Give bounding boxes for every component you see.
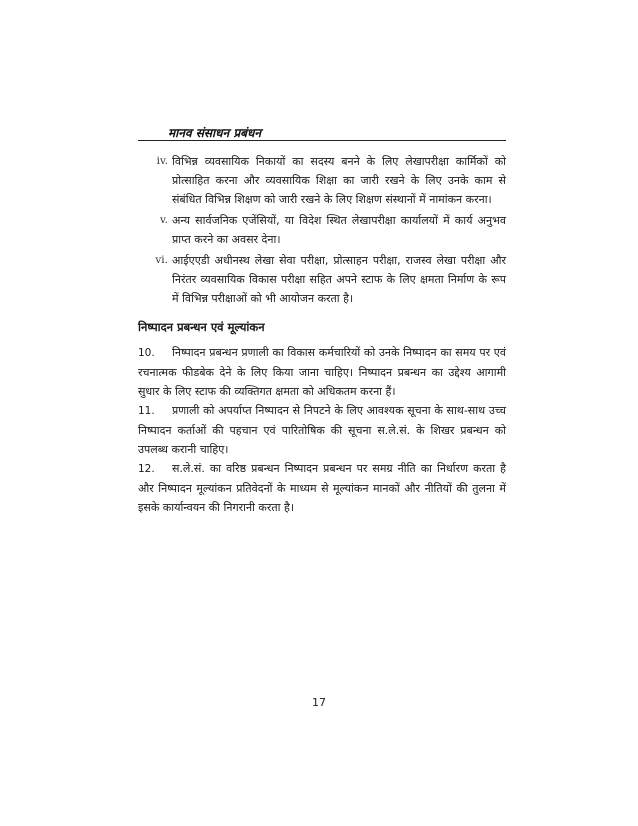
paragraph-text: प्रणाली को अपर्याप्त निष्पादन से निपटने के लिए आवश्यक सूचना के साथ-साथ उच्च निष्पादन कर्ताओं की पहचान एवं पारितोषिक की सूचना स.ले.सं. के शिखर प्रबन्धन को उपलब्ध करानी चाहिए। [138,404,506,456]
list-marker: v. [159,214,168,226]
page-number: 17 [312,696,326,709]
paragraph-text: स.ले.सं. का वरिष्ठ प्रबन्धन निष्पादन प्रबन्धन पर समग्र नीति का निर्धारण करता है और निष्पादन मूल्यांकन प्रतिवेदनों के माध्यम से मूल्यांकन मानकों और नीतियों की तुलना में इसके कार्यान्वयन की निगरानी करता है। [138,462,506,514]
list-item-text: विभिन्न व्यवसायिक निकायों का सदस्य बनने के लिए लेखापरीक्षा कार्मिकों को प्रोत्साहित करना और व्यवसायिक शिक्षा का जारी रखने के लिए उनके काम से संबंधित विभिन्न शिक्षण को जारी रखने के लिए शिक्षण संस्थानों में नामांकन करना। [172,155,506,206]
list-item-v [138,211,506,249]
list-item-vi [138,251,506,308]
paragraph-10 [138,343,506,401]
paragraph-number: 10. [138,347,155,359]
running-header-title: मानव संसाधन प्रबंधन [168,126,262,140]
paragraph-12 [138,459,506,517]
paragraph-text: निष्पादन प्रबन्धन प्रणाली का विकास कर्मचारियों को उनके निष्पादन का समय पर एवं रचनात्मक फीडबेक देने के लिए किया जाना चाहिए। निष्पादन प्रबन्धन का उद्देश्य आगामी सुधार के लिए स्टाफ की व्यक्तिगत क्षमता को अधिकतम करना हैं। [138,346,506,398]
page-body [138,152,506,517]
paragraph-11 [138,401,506,459]
paragraph-number: 12. [138,463,155,475]
list-marker: vi. [155,254,168,266]
list-marker: iv. [156,155,168,167]
list-item-text: अन्य सार्वजनिक एजेंसियों, या विदेश स्थित लेखापरीक्षा कार्यालयों में कार्य अनुभव प्राप्त करने का अवसर देना। [172,214,506,246]
header-divider [138,140,506,141]
section-heading: निष्पादन प्रबन्धन एवं मूल्यांकन [138,320,265,334]
list-item-text: आईएएडी अधीनस्थ लेखा सेवा परीक्षा, प्रोत्साहन परीक्षा, राजस्व लेखा परीक्षा और निरंतर व्यवसायिक विकास परीक्षा सहित अपने स्टाफ के लिए क्षमता निर्माण के रूप में विभिन्न परीक्षाओं को भी आयोजन करता है। [172,254,506,305]
list-item-iv [138,152,506,209]
paragraph-number: 11. [138,405,155,417]
